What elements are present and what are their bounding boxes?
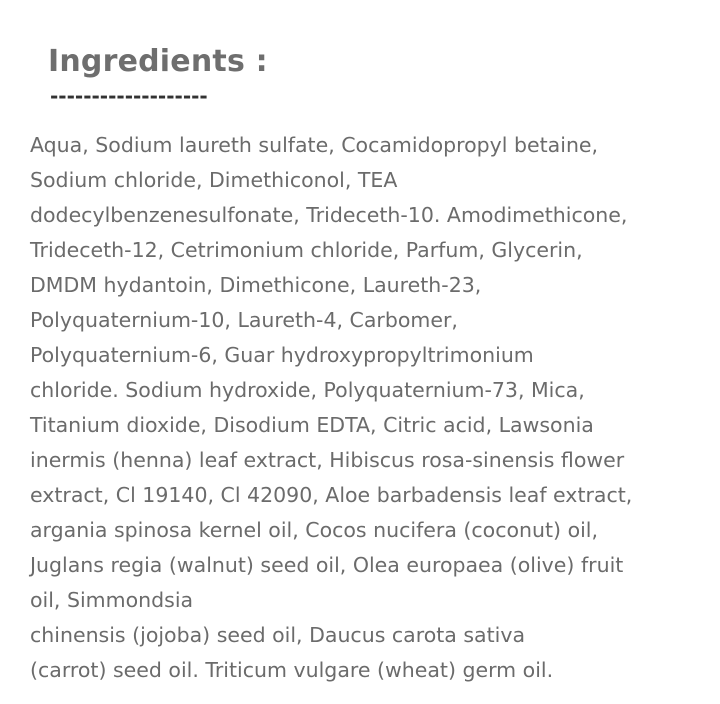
ingredients-line: Sodium chloride, Dimethiconol, TEA bbox=[30, 168, 398, 192]
ingredients-line: Aqua, Sodium laureth sulfate, Cocamidopropyl betaine, bbox=[30, 133, 599, 157]
ingredients-line: argania spinosa kernel oil, Cocos nucifera (coconut) oil, bbox=[30, 518, 599, 542]
page-title: Ingredients : bbox=[48, 44, 268, 79]
ingredients-line: extract, Cl 19140, Cl 42090, Aloe barbadensis leaf extract, bbox=[30, 483, 633, 507]
ingredients-line: DMDM hydantoin, Dimethicone, Laureth-23, bbox=[30, 273, 482, 297]
ingredients-line: Titanium dioxide, Disodium EDTA, Citric acid, Lawsonia bbox=[30, 413, 594, 437]
ingredients-line: dodecylbenzenesulfonate, Trideceth-10. Amodimethicone, bbox=[30, 203, 628, 227]
title-underline-divider: ------------------- bbox=[50, 84, 208, 108]
ingredients-line: Trideceth-12, Cetrimonium chloride, Parfum, Glycerin, bbox=[30, 238, 583, 262]
ingredients-line: (carrot) seed oil. Triticum vulgare (wheat) germ oil. bbox=[30, 658, 554, 682]
ingredients-line: Juglans regia (walnut) seed oil, Olea europaea (olive) fruit bbox=[30, 553, 624, 577]
ingredients-line: inermis (henna) leaf extract, Hibiscus rosa-sinensis flower bbox=[30, 448, 625, 472]
ingredients-list bbox=[30, 128, 696, 688]
ingredients-line: Polyquaternium-6, Guar hydroxypropyltrimonium bbox=[30, 343, 534, 367]
ingredients-line: Polyquaternium-10, Laureth-4, Carbomer, bbox=[30, 308, 458, 332]
ingredients-line: chloride. Sodium hydroxide, Polyquaternium-73, Mica, bbox=[30, 378, 585, 402]
ingredients-line: chinensis (jojoba) seed oil, Daucus carota sativa bbox=[30, 623, 526, 647]
ingredients-line: oil, Simmondsia bbox=[30, 588, 194, 612]
